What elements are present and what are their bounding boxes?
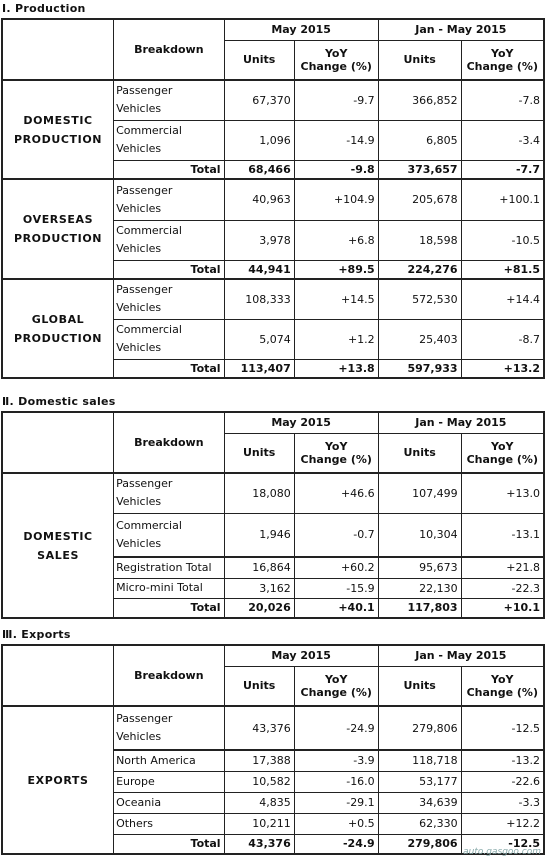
yoy-header: YoY Change (%) [294,433,378,473]
units-value: 18,598 [378,220,461,260]
units-value: 10,211 [224,813,294,834]
units-value: 67,370 [224,80,294,120]
total-units: 113,407 [224,359,294,378]
yoy-value: -7.8 [461,80,544,120]
yoy-value: -0.7 [294,513,378,557]
row-label: Commercial Vehicles [114,220,225,260]
yoy-value: +12.2 [461,813,544,834]
total-units: 117,803 [378,598,461,618]
group-overseas-production: OVERSEAS PRODUCTION [2,179,114,279]
units-value: 22,130 [378,578,461,598]
yoy-value: +100.1 [461,179,544,220]
total-units: 20,026 [224,598,294,618]
total-units: 43,376 [224,834,294,854]
yoy-value: -13.2 [461,750,544,771]
row-label: Commercial Vehicles [114,513,225,557]
yoy-value: +0.5 [294,813,378,834]
total-units: 44,941 [224,260,294,279]
units-value: 10,304 [378,513,461,557]
row-label: Oceania [114,792,225,813]
total-label: Total [114,260,225,279]
units-value: 43,376 [224,706,294,750]
total-label: Total [114,834,225,854]
units-header: Units [378,433,461,473]
units-value: 40,963 [224,179,294,220]
row-label: Commercial Vehicles [114,120,225,160]
total-units: 68,466 [224,160,294,179]
units-value: 10,582 [224,771,294,792]
units-value: 3,978 [224,220,294,260]
row-label: Commercial Vehicles [114,319,225,359]
period1-header: May 2015 [224,412,378,433]
units-value: 95,673 [378,557,461,578]
row-label: Others [114,813,225,834]
yoy-value: -22.6 [461,771,544,792]
yoy-value: -22.3 [461,578,544,598]
row-label: Registration Total [114,557,225,578]
breakdown-header: Breakdown [114,19,225,80]
watermark: auto.gasgoo.com [463,847,541,857]
yoy-value: +14.4 [461,279,544,319]
row-label: Passenger Vehicles [114,179,225,220]
total-label: Total [114,359,225,378]
yoy-header: YoY Change (%) [461,666,544,706]
units-value: 25,403 [378,319,461,359]
yoy-header: YoY Change (%) [294,666,378,706]
breakdown-header: Breakdown [114,645,225,706]
yoy-value: -3.4 [461,120,544,160]
total-units: 373,657 [378,160,461,179]
exports-table [1,644,545,855]
group-exports: EXPORTS [2,706,114,854]
period2-header: Jan - May 2015 [378,645,544,666]
total-yoy: +13.2 [461,359,544,378]
units-value: 1,946 [224,513,294,557]
yoy-value: -3.9 [294,750,378,771]
section-title-exports: Ⅲ. Exports [2,628,71,641]
units-value: 366,852 [378,80,461,120]
yoy-header: YoY Change (%) [461,433,544,473]
units-value: 205,678 [378,179,461,220]
units-value: 118,718 [378,750,461,771]
row-label: North America [114,750,225,771]
total-yoy: +81.5 [461,260,544,279]
units-value: 108,333 [224,279,294,319]
row-label: Europe [114,771,225,792]
blank-corner [2,412,114,473]
total-units: 224,276 [378,260,461,279]
total-units: 279,806 [378,834,461,854]
total-yoy: -9.8 [294,160,378,179]
units-value: 5,074 [224,319,294,359]
yoy-value: -29.1 [294,792,378,813]
units-value: 53,177 [378,771,461,792]
row-label: Passenger Vehicles [114,473,225,513]
total-yoy: +40.1 [294,598,378,618]
period2-header: Jan - May 2015 [378,19,544,40]
yoy-value: +46.6 [294,473,378,513]
yoy-value: -10.5 [461,220,544,260]
row-label: Passenger Vehicles [114,80,225,120]
yoy-value: -16.0 [294,771,378,792]
units-value: 62,330 [378,813,461,834]
yoy-value: +1.2 [294,319,378,359]
section-title-production: Ⅰ. Production [2,2,86,15]
units-value: 279,806 [378,706,461,750]
row-label: Passenger Vehicles [114,706,225,750]
blank-corner [2,645,114,706]
yoy-value: +13.0 [461,473,544,513]
total-yoy: -7.7 [461,160,544,179]
units-value: 1,096 [224,120,294,160]
yoy-value: -8.7 [461,319,544,359]
yoy-value: +104.9 [294,179,378,220]
row-label: Micro-mini Total [114,578,225,598]
period1-header: May 2015 [224,645,378,666]
total-units: 597,933 [378,359,461,378]
yoy-header: YoY Change (%) [461,40,544,80]
section-title-domestic-sales: Ⅱ. Domestic sales [2,395,116,408]
units-header: Units [378,40,461,80]
units-value: 17,388 [224,750,294,771]
units-value: 3,162 [224,578,294,598]
units-value: 107,499 [378,473,461,513]
total-yoy: +89.5 [294,260,378,279]
yoy-value: +6.8 [294,220,378,260]
yoy-value: +21.8 [461,557,544,578]
units-value: 18,080 [224,473,294,513]
breakdown-header: Breakdown [114,412,225,473]
units-header: Units [378,666,461,706]
units-value: 572,530 [378,279,461,319]
group-domestic-production: DOMESTIC PRODUCTION [2,80,114,179]
units-header: Units [224,666,294,706]
period2-header: Jan - May 2015 [378,412,544,433]
total-yoy: +13.8 [294,359,378,378]
units-value: 16,864 [224,557,294,578]
yoy-value: -13.1 [461,513,544,557]
total-yoy: -12.5 [461,834,544,854]
yoy-value: -3.3 [461,792,544,813]
units-value: 6,805 [378,120,461,160]
yoy-value: -9.7 [294,80,378,120]
blank-corner [2,19,114,80]
yoy-value: -15.9 [294,578,378,598]
row-label: Passenger Vehicles [114,279,225,319]
yoy-value: +60.2 [294,557,378,578]
yoy-value: +14.5 [294,279,378,319]
units-header: Units [224,433,294,473]
domestic-sales-table [1,411,545,619]
yoy-value: -12.5 [461,706,544,750]
units-value: 4,835 [224,792,294,813]
total-label: Total [114,598,225,618]
production-table [1,18,545,379]
units-value: 34,639 [378,792,461,813]
group-domestic-sales: DOMESTIC SALES [2,473,114,618]
group-global-production: GLOBAL PRODUCTION [2,279,114,378]
total-yoy: +10.1 [461,598,544,618]
total-yoy: -24.9 [294,834,378,854]
period1-header: May 2015 [224,19,378,40]
yoy-header: YoY Change (%) [294,40,378,80]
yoy-value: -14.9 [294,120,378,160]
units-header: Units [224,40,294,80]
total-label: Total [114,160,225,179]
yoy-value: -24.9 [294,706,378,750]
